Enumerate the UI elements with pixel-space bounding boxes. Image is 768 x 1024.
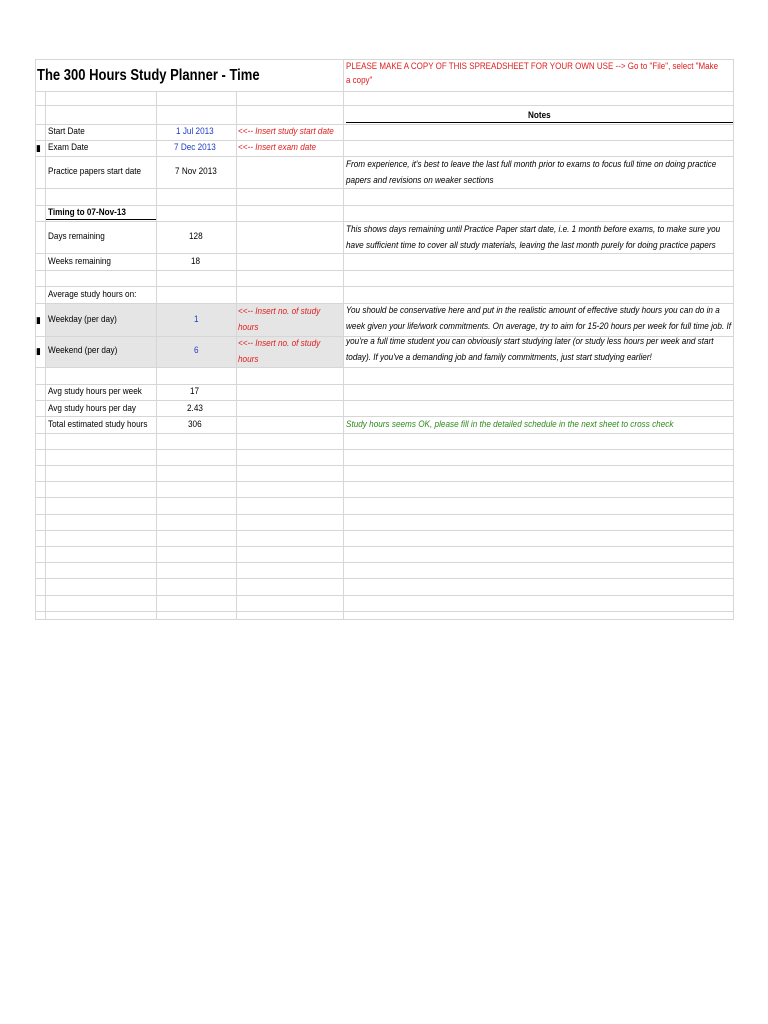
row-marker-icon: ▮ [36,315,41,325]
start-date-hint: <<-- Insert study start date [238,126,334,137]
row-marker-icon: ▮ [36,143,41,153]
row-marker-icon: ▮ [36,346,41,356]
total-hours-note: Study hours seems OK, please fill in the detailed schedule in the next sheet to cross check [346,419,674,430]
practice-date-value: 7 Nov 2013 [175,166,217,177]
weekend-label: Weekend (per day) [48,345,118,356]
copy-notice: PLEASE MAKE A COPY OF THIS SPREADSHEET FOR YOUR OWN USE --> Go to "File", select "Make a copy" [346,61,719,85]
avg-week-label: Avg study hours per week [48,386,142,397]
avg-day-label: Avg study hours per day [48,403,136,414]
weekend-hint: <<-- Insert no. of study hours [238,338,321,365]
weekday-hours-input[interactable]: 1 [194,314,199,325]
practice-note: From experience, it's best to leave the last full month prior to exams to focus full time on doing practice papers and revisions on weaker sections [346,159,717,186]
exam-date-label: Exam Date [48,142,89,153]
weekday-label: Weekday (per day) [48,314,117,325]
total-hours-label: Total estimated study hours [48,419,148,430]
practice-date-label: Practice papers start date [48,166,142,177]
exam-date-hint: <<-- Insert exam date [238,142,317,153]
weekend-hours-input[interactable]: 6 [194,345,199,356]
page-title: The 300 Hours Study Planner - Time [37,67,260,84]
weekday-hint: <<-- Insert no. of study hours [238,306,321,333]
spreadsheet-grid [35,59,734,620]
study-hours-note: You should be conservative here and put in the realistic amount of effective study hours you can do in a week given your life/work commitments. On average, try to aim for 15-20 hours per week for full time job. If you're a full time student you can obviously start studying later (or study less hours per week and start today). If you've a demanding job and family commitments, just start studying earlier! [346,305,732,363]
days-remaining-note: This shows days remaining until Practice Paper start date, i.e. 1 month before exams, to make sure you have sufficient time to cover all study materials, leaving the last month purely for doing practice papers [346,224,721,251]
avg-week-value: 17 [190,386,200,397]
weeks-remaining-label: Weeks remaining [48,256,111,267]
days-remaining-label: Days remaining [48,231,105,242]
weeks-remaining-value: 18 [191,256,201,267]
exam-date-input[interactable]: 7 Dec 2013 [174,142,216,153]
days-remaining-value: 128 [189,231,203,242]
total-hours-value: 306 [188,419,202,430]
timing-header: Timing to 07-Nov-13 [48,207,126,218]
start-date-input[interactable]: 1 Jul 2013 [176,126,214,137]
avg-hours-header: Average study hours on: [48,289,137,300]
start-date-label: Start Date [48,126,85,137]
notes-header: Notes [528,110,551,121]
avg-day-value: 2.43 [187,403,203,414]
